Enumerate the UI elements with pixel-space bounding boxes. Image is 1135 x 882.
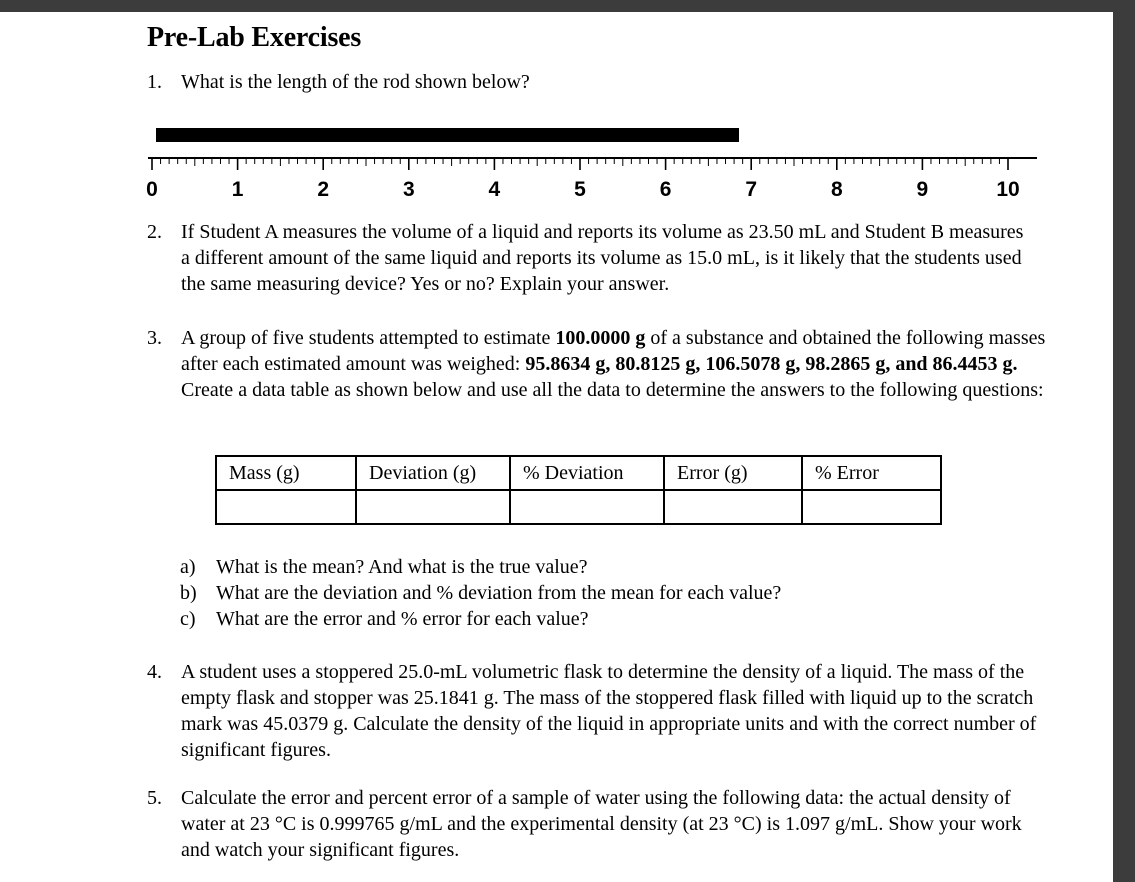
table-cell-error [664,490,802,524]
table-header-row [216,456,941,490]
ruler-label: 4 [488,178,501,201]
ruler-label: 8 [830,178,843,201]
q2-text: If Student A measures the volume of a liquid and reports its volume as 23.50 mL and Student B measures a different amount of the same liquid and reports its volume as 15.0 mL, is it likely that the students used the same measuring device? Yes or no? Explain your answer. [181,221,1024,295]
ruler-label: 7 [745,178,758,201]
q4-text: A student uses a stoppered 25.0-mL volumetric flask to determine the density of a liquid. The mass of the empty flask and stopper was 25.1841 g. The mass of the stoppered flask filled with liquid up to the scratch mark was 45.0379 g. Calculate the density of the liquid in appropriate units and with the correct number of significant figures. [181,661,1037,761]
ruler-label: 2 [317,178,330,201]
ruler-label: 10 [996,178,1020,201]
table-cell-mass [216,490,356,524]
header-error: Error (g) [664,456,802,490]
q3-text [181,325,1046,403]
page-title: Pre-Lab Exercises [147,22,362,53]
header-deviation: Deviation (g) [356,456,510,490]
ruler-label: 5 [574,178,586,201]
ruler-label: 3 [402,178,415,201]
header-percent-deviation: % Deviation [510,456,664,490]
q3c-letter: c) [180,608,196,630]
ruler-figure [140,118,1050,208]
q5-number: 5. [147,787,162,809]
header-percent-error: % Error [802,456,941,490]
ruler-label: 6 [659,178,672,201]
q3-true-mass: 100.0000 g [555,327,646,349]
q3-text-part3: Create a data table as shown below and use all the data to determine the answers to the following questions: [181,379,1044,401]
ruler-ticks [152,158,1008,170]
table-row [216,490,941,524]
q3-text-part1: A group of five students attempted to estimate [181,327,556,349]
q3b-text: What are the deviation and % deviation from the mean for each value? [216,582,782,604]
q2-number: 2. [147,221,162,243]
q3-masses: 95.8634 g, 80.8125 g, 106.5078 g, 98.2865 g, and 86.4453 g. [525,353,1018,375]
q1-number: 1. [147,71,162,93]
table-cell-percent-deviation [510,490,664,524]
header-mass: Mass (g) [216,456,356,490]
ruler-label: 9 [916,178,929,201]
q3a-letter: a) [180,556,196,578]
ruler-label: 1 [231,178,244,201]
rod-bar [156,128,739,142]
ruler-labels [146,178,1020,201]
table-cell-deviation [356,490,510,524]
q3-number: 3. [147,327,162,349]
q3-text-part2: of a substance and obtained the following masses after each estimated amount was weighed: [181,327,1046,375]
ruler-svg [140,118,1050,208]
q1-text: What is the length of the rod shown below? [181,71,530,93]
q4-number: 4. [147,661,162,683]
data-table [215,455,942,525]
viewer-top-bar [0,0,1135,12]
table-cell-percent-error [802,490,941,524]
q5-text: Calculate the error and percent error of a sample of water using the following data: the actual density of water at 23 °C is 0.999765 g/mL and the experimental density (at 23 °C) is 1.097 g/mL. Show your work and watch your significant figures. [181,787,1022,861]
q3b-letter: b) [180,582,197,604]
ruler-label: 0 [146,178,158,201]
q3a-text: What is the mean? And what is the true value? [216,556,588,578]
q3c-text: What are the error and % error for each value? [216,608,589,630]
viewer-scrollbar-track[interactable] [1113,0,1135,882]
